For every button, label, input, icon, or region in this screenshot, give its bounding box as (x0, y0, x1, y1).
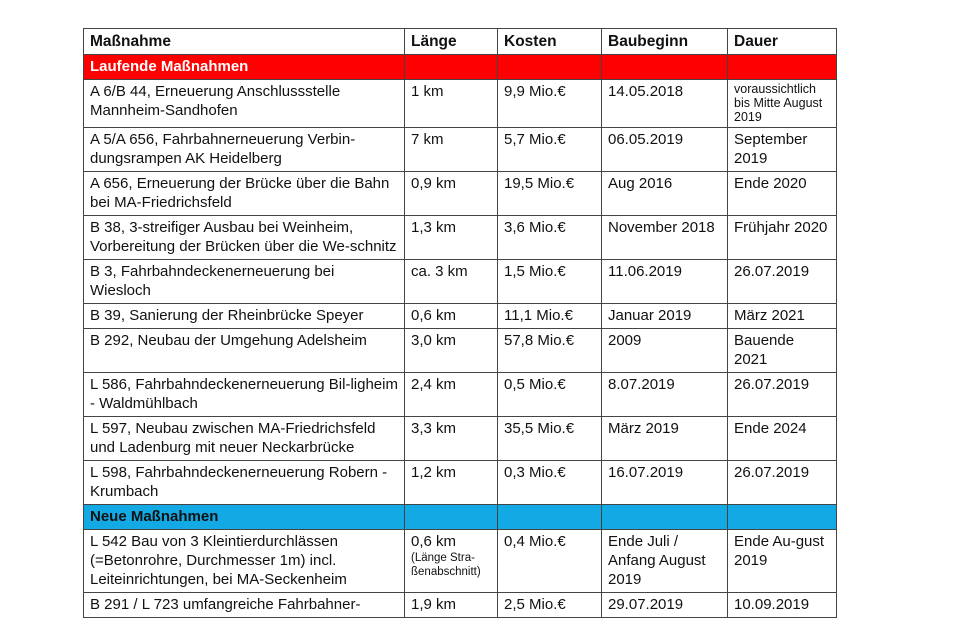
section-running-label: Laufende Maßnahmen (84, 55, 405, 80)
cell-dauer: März 2021 (728, 304, 837, 329)
header-kosten: Kosten (498, 29, 602, 55)
cell-massnahme: B 291 / L 723 umfangreiche Fahrbahner- (84, 593, 405, 618)
cell-laenge: 0,6 km (405, 304, 498, 329)
cell-kosten: 2,5 Mio.€ (498, 593, 602, 618)
cell-dauer: 26.07.2019 (728, 461, 837, 505)
laenge-value: 0,6 km (411, 533, 457, 550)
cell-massnahme: L 597, Neubau zwischen MA-Friedrichsfeld und Ladenburg mit neuer Neckarbrücke (84, 417, 405, 461)
cell-laenge: 0,9 km (405, 172, 498, 216)
cell-dauer: Ende Au-gust 2019 (728, 530, 837, 593)
cell-dauer: 26.07.2019 (728, 373, 837, 417)
cell-massnahme: B 39, Sanierung der Rheinbrücke Speyer (84, 304, 405, 329)
table-row (84, 461, 837, 505)
cell-dauer: 26.07.2019 (728, 260, 837, 304)
cell-baubeginn: 11.06.2019 (602, 260, 728, 304)
cell-baubeginn: 2009 (602, 329, 728, 373)
cell-dauer: voraussichtlich bis Mitte August 2019 (728, 80, 837, 128)
table-row (84, 530, 837, 593)
cell-massnahme: A 6/B 44, Erneuerung Anschlussstelle Mannheim-Sandhofen (84, 80, 405, 128)
cell-kosten: 3,6 Mio.€ (498, 216, 602, 260)
cell-kosten: 0,3 Mio.€ (498, 461, 602, 505)
table-row (84, 172, 837, 216)
cell-dauer: Ende 2024 (728, 417, 837, 461)
cell-baubeginn: 16.07.2019 (602, 461, 728, 505)
cell-baubeginn: 8.07.2019 (602, 373, 728, 417)
cell-laenge: 1,2 km (405, 461, 498, 505)
cell-laenge: 7 km (405, 128, 498, 172)
cell-massnahme: A 656, Erneuerung der Brücke über die Bahn bei MA-Friedrichsfeld (84, 172, 405, 216)
cell-massnahme: B 38, 3-streifiger Ausbau bei Weinheim, Vorbereitung der Brücken über die We-schnitz (84, 216, 405, 260)
cell-baubeginn: 14.05.2018 (602, 80, 728, 128)
measures-table (83, 28, 837, 618)
cell-massnahme: B 292, Neubau der Umgehung Adelsheim (84, 329, 405, 373)
cell-kosten: 9,9 Mio.€ (498, 80, 602, 128)
cell-laenge: 3,0 km (405, 329, 498, 373)
cell-baubeginn: Januar 2019 (602, 304, 728, 329)
cell-baubeginn: Aug 2016 (602, 172, 728, 216)
cell-kosten: 0,4 Mio.€ (498, 530, 602, 593)
cell-massnahme: L 598, Fahrbahndeckenerneuerung Robern - Krumbach (84, 461, 405, 505)
cell-dauer: Bauende 2021 (728, 329, 837, 373)
header-laenge: Länge (405, 29, 498, 55)
cell-baubeginn: Ende Juli / Anfang August 2019 (602, 530, 728, 593)
cell-kosten: 0,5 Mio.€ (498, 373, 602, 417)
cell-kosten: 5,7 Mio.€ (498, 128, 602, 172)
cell-laenge: 1,9 km (405, 593, 498, 618)
cell-laenge: 1,3 km (405, 216, 498, 260)
table-row (84, 128, 837, 172)
cell-kosten: 1,5 Mio.€ (498, 260, 602, 304)
cell-laenge (405, 530, 498, 593)
cell-kosten: 19,5 Mio.€ (498, 172, 602, 216)
table-row (84, 216, 837, 260)
cell-kosten: 11,1 Mio.€ (498, 304, 602, 329)
table-row (84, 80, 837, 128)
table-row (84, 593, 837, 618)
laenge-note: (Länge Stra-ßenabschnitt) (411, 552, 481, 578)
table-row (84, 260, 837, 304)
table-row (84, 417, 837, 461)
section-new-label: Neue Maßnahmen (84, 505, 405, 530)
cell-dauer: September 2019 (728, 128, 837, 172)
header-dauer: Dauer (728, 29, 837, 55)
cell-baubeginn: 06.05.2019 (602, 128, 728, 172)
cell-baubeginn: November 2018 (602, 216, 728, 260)
section-new-row (84, 505, 837, 530)
cell-dauer: Ende 2020 (728, 172, 837, 216)
cell-laenge: 1 km (405, 80, 498, 128)
table-row (84, 373, 837, 417)
cell-dauer: Frühjahr 2020 (728, 216, 837, 260)
cell-massnahme: A 5/A 656, Fahrbahnerneuerung Verbin-dungsrampen AK Heidelberg (84, 128, 405, 172)
cell-laenge: ca. 3 km (405, 260, 498, 304)
cell-laenge: 2,4 km (405, 373, 498, 417)
cell-baubeginn: März 2019 (602, 417, 728, 461)
cell-dauer: 10.09.2019 (728, 593, 837, 618)
header-row (84, 29, 837, 55)
cell-massnahme: L 542 Bau von 3 Kleintierdurchlässen (=Betonrohre, Durchmesser 1m) incl. Leiteinrichtungen, bei MA-Seckenheim (84, 530, 405, 593)
cell-massnahme: L 586, Fahrbahndeckenerneuerung Bil-ligheim - Waldmühlbach (84, 373, 405, 417)
section-running-row (84, 55, 837, 80)
header-baubeginn: Baubeginn (602, 29, 728, 55)
header-massnahme: Maßnahme (84, 29, 405, 55)
table-row (84, 304, 837, 329)
cell-baubeginn: 29.07.2019 (602, 593, 728, 618)
cell-massnahme: B 3, Fahrbahndeckenerneuerung bei Wiesloch (84, 260, 405, 304)
cell-kosten: 35,5 Mio.€ (498, 417, 602, 461)
table-row (84, 329, 837, 373)
cell-laenge: 3,3 km (405, 417, 498, 461)
cell-kosten: 57,8 Mio.€ (498, 329, 602, 373)
